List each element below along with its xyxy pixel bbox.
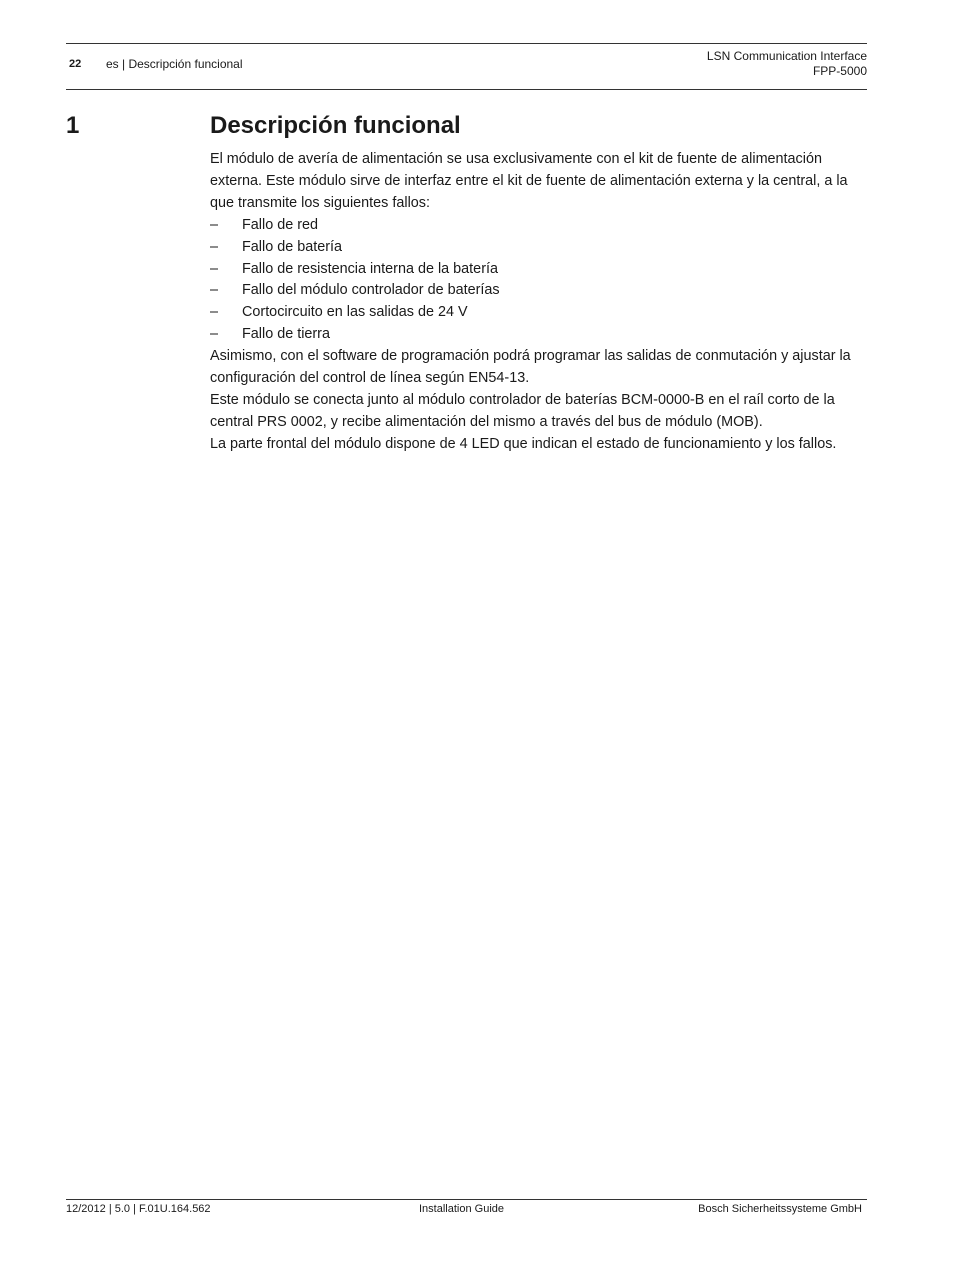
list-item bbox=[210, 302, 860, 324]
connection-paragraph: Este módulo se conecta junto al módulo controlador de baterías BCM-0000-B en el raíl corto de la central PRS 0002, y recibe alimentación del mismo a través del bus de módulo (MOB). bbox=[210, 391, 835, 430]
header-top-rule bbox=[66, 43, 867, 44]
list-item-text: Cortocircuito en las salidas de 24 V bbox=[242, 304, 468, 321]
list-item bbox=[210, 237, 860, 259]
list-dash: – bbox=[210, 282, 219, 299]
header-section-label: es | Descripción funcional bbox=[106, 57, 243, 71]
list-item-text: Fallo de batería bbox=[242, 238, 342, 255]
header-product bbox=[707, 49, 867, 79]
list-dash: – bbox=[210, 238, 219, 255]
leds-paragraph: La parte frontal del módulo dispone de 4 LED que indican el estado de funcionamiento y los fallos. bbox=[210, 435, 837, 452]
footer-doc-type: Installation Guide bbox=[419, 1203, 504, 1215]
list-item-text: Fallo del módulo controlador de baterías bbox=[242, 282, 500, 299]
chapter-title: Descripción funcional bbox=[210, 112, 461, 139]
intro-paragraph: El módulo de avería de alimentación se usa exclusivamente con el kit de fuente de alimentación externa. Este módulo sirve de interfaz entre el kit de fuente de alimentación externa y la central, a la que transmite los siguientes fallos: bbox=[210, 151, 848, 211]
header-bottom-rule bbox=[66, 89, 867, 90]
software-paragraph: Asimismo, con el software de programación podrá programar las salidas de conmutación y ajustar la configuración del control de línea según EN54-13. bbox=[210, 348, 851, 387]
list-item bbox=[210, 215, 860, 237]
list-dash: – bbox=[210, 260, 219, 277]
list-item bbox=[210, 324, 860, 346]
chapter-number: 1 bbox=[66, 112, 80, 139]
footer-doc-info: 12/2012 | 5.0 | F.01U.164.562 bbox=[66, 1203, 211, 1215]
list-dash: – bbox=[210, 216, 219, 233]
list-item-text: Fallo de tierra bbox=[242, 326, 330, 343]
fault-list bbox=[210, 215, 860, 346]
chapter-body bbox=[210, 149, 860, 456]
page-number: 22 bbox=[69, 58, 82, 70]
list-item-text: Fallo de red bbox=[242, 216, 318, 233]
list-item-text: Fallo de resistencia interna de la batería bbox=[242, 260, 498, 277]
header-product-name: LSN Communication Interface bbox=[706, 49, 867, 63]
footer-company: Bosch Sicherheitssysteme GmbH bbox=[698, 1203, 862, 1215]
list-dash: – bbox=[210, 304, 219, 321]
header-product-code: FPP-5000 bbox=[812, 64, 867, 78]
list-dash: – bbox=[210, 326, 219, 343]
list-item bbox=[210, 259, 860, 281]
footer-rule bbox=[66, 1199, 867, 1200]
list-item bbox=[210, 280, 860, 302]
